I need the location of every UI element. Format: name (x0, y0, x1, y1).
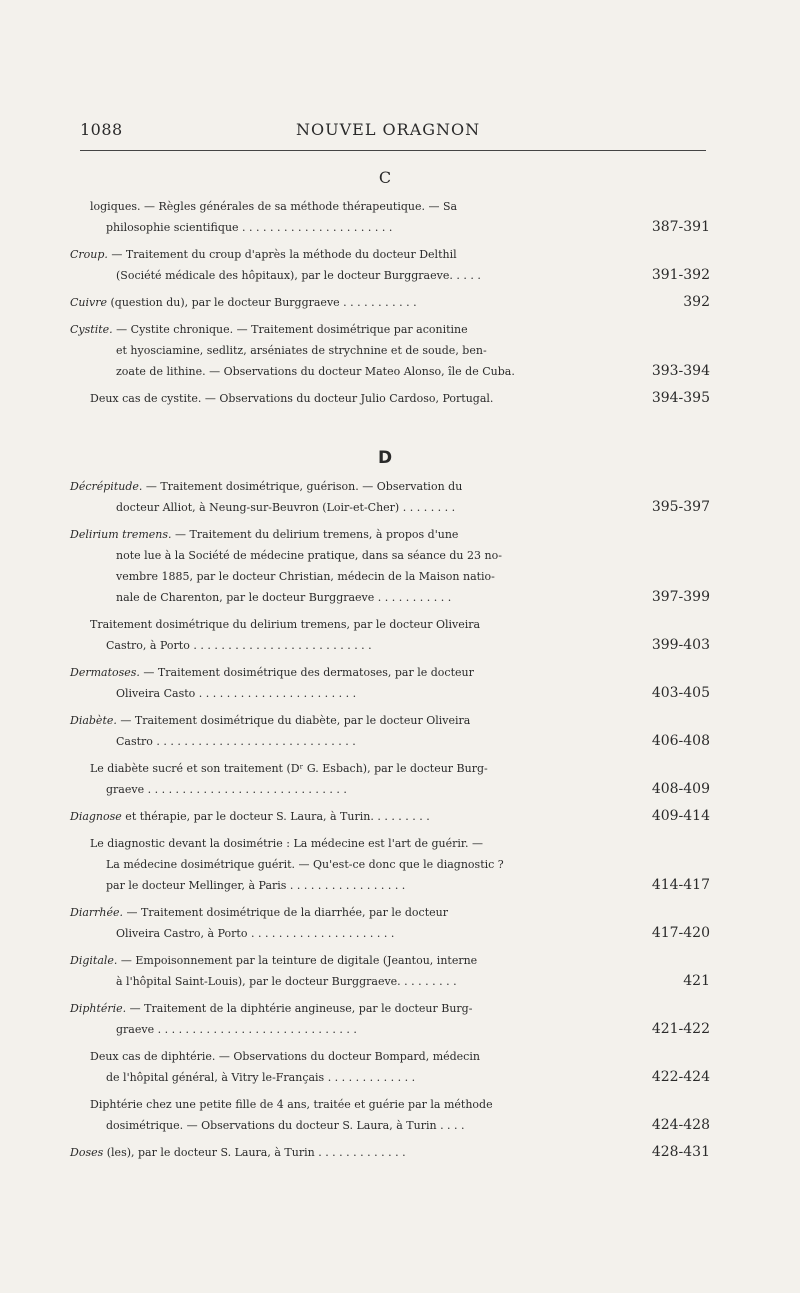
entry-text: — Empoisonnement par la teinture de digitale (Jeantou, interne (117, 954, 478, 967)
entry-text: Castro, à Porto . . . . . . . . . . . . . . . . . . . . . . . . . . (106, 639, 372, 652)
entry-text: — Traitement dosimétrique de la diarrhée, par le docteur (123, 906, 448, 919)
entry-text: (question du), par le docteur Burggraeve . . . . . . . . . . . (107, 296, 417, 309)
entry-line (60, 833, 710, 854)
entry-line (60, 1067, 710, 1088)
entry-text: Traitement dosimétrique du delirium tremens, par le docteur Oliveira (90, 618, 481, 631)
section-d (60, 448, 710, 1169)
entry-line (70, 292, 710, 313)
entry-line (70, 524, 710, 545)
entry-term: Diagnose (70, 810, 122, 823)
index-entry (60, 196, 710, 238)
entry-text: — Traitement du delirium tremens, à propos d'une (171, 528, 459, 541)
index-entry (60, 806, 710, 827)
entry-text: La médecine dosimétrique guérit. — Qu'est-ce donc que le diagnostic ? (106, 858, 504, 871)
entry-text: à l'hôpital Saint-Louis), par le docteur Burggraeve. . . . . . . . . (116, 975, 457, 988)
entry-line (70, 971, 710, 992)
page-header (80, 120, 710, 148)
entry-term: Diarrhée. (70, 906, 124, 919)
entry-pages: 397-399 (651, 589, 710, 605)
index-entry (60, 524, 710, 608)
entry-pages: 422-424 (651, 1069, 710, 1085)
entry-text: et hyosciamine, sedlitz, arséniates de strychnine et de soude, ben- (116, 344, 487, 357)
entry-term: Delirium tremens. (70, 528, 172, 541)
entry-pages: 414-417 (651, 877, 710, 893)
entry-text: nale de Charenton, par le docteur Burggraeve . . . . . . . . . . . (116, 591, 452, 604)
entry-line (60, 854, 710, 875)
entry-line (70, 683, 710, 704)
entry-text: zoate de lithine. — Observations du docteur Mateo Alonso, île de Cuba. (116, 365, 515, 378)
entry-line (70, 998, 710, 1019)
entry-pages: 428-431 (651, 1144, 710, 1160)
entry-term: Digitale. (70, 954, 118, 967)
entry-text: (Société médicale des hôpitaux), par le docteur Burggraeve. . . . . (116, 269, 481, 282)
entry-pages: 421 (683, 973, 710, 989)
entry-text: — Traitement de la diphtérie angineuse, par le docteur Burg- (126, 1002, 473, 1015)
entry-text: Le diagnostic devant la dosimétrie : La médecine est l'art de guérir. — (90, 837, 483, 850)
section-c-entries (60, 196, 710, 409)
entry-pages: 387-391 (651, 219, 710, 235)
entry-term: Dermatoses. (70, 666, 140, 679)
entry-term: Décrépitude. (70, 480, 143, 493)
entry-text: Castro . . . . . . . . . . . . . . . . . . . . . . . . . . . . . (116, 735, 356, 748)
index-entry (60, 833, 710, 896)
entry-text: (les), par le docteur S. Laura, à Turin . . . . . . . . . . . . . (103, 1146, 406, 1159)
index-entry (60, 292, 710, 313)
entry-text: Le diabète sucré et son traitement (Dʳ G. Esbach), par le docteur Burg- (90, 762, 488, 775)
entry-line (70, 710, 710, 731)
entry-line (60, 196, 710, 217)
index-entry (60, 476, 710, 518)
entry-line (60, 388, 710, 409)
entry-line (70, 244, 710, 265)
running-title: NOUVEL ORAGNON (296, 120, 481, 139)
entry-line (70, 545, 710, 566)
index-entry (60, 662, 710, 704)
index-entry (60, 950, 710, 992)
section-letter-d: D (377, 448, 393, 468)
entry-text: vembre 1885, par le docteur Christian, médecin de la Maison natio- (116, 570, 495, 583)
entry-text: philosophie scientifique . . . . . . . . . . . . . . . . . . . . . . (106, 221, 393, 234)
entry-text: logiques. — Règles générales de sa méthode thérapeutique. — Sa (90, 200, 458, 213)
entry-text: Deux cas de cystite. — Observations du docteur Julio Cardoso, Portugal. (90, 392, 494, 405)
entry-pages: 392 (683, 294, 710, 310)
entry-line (70, 476, 710, 497)
entry-line (70, 806, 710, 827)
entry-text: dosimétrique. — Observations du docteur S. Laura, à Turin . . . . (106, 1119, 465, 1132)
entry-line (60, 875, 710, 896)
entry-line (70, 731, 710, 752)
entry-pages: 408-409 (651, 781, 710, 797)
entry-pages: 424-428 (651, 1117, 710, 1133)
entry-line (70, 902, 710, 923)
index-entry (60, 710, 710, 752)
page-number: 1088 (80, 120, 123, 139)
index-entry (60, 998, 710, 1040)
entry-line (70, 662, 710, 683)
entry-text: de l'hôpital général, à Vitry le-Français . . . . . . . . . . . . . (106, 1071, 416, 1084)
index-entry (60, 614, 710, 656)
entry-text: — Traitement dosimétrique des dermatoses, par le docteur (139, 666, 474, 679)
entry-line (70, 587, 710, 608)
entry-line (70, 950, 710, 971)
entry-line (70, 1142, 710, 1163)
entry-line (70, 1019, 710, 1040)
entry-pages: 421-422 (651, 1021, 710, 1037)
section-c (60, 168, 710, 415)
entry-text: — Cystite chronique. — Traitement dosimétrique par aconitine (112, 323, 468, 336)
entry-text: Oliveira Casto . . . . . . . . . . . . . . . . . . . . . . . (116, 687, 357, 700)
entry-line (70, 361, 710, 382)
index-entry (60, 758, 710, 800)
entry-term: Diphtérie. (70, 1002, 127, 1015)
entry-line (60, 635, 710, 656)
entry-text: — Traitement dosimétrique, guérison. — Observation du (142, 480, 463, 493)
entry-text: par le docteur Mellinger, à Paris . . . . . . . . . . . . . . . . . (106, 879, 406, 892)
entry-pages: 394-395 (651, 390, 710, 406)
entry-pages: 406-408 (651, 733, 710, 749)
entry-line (60, 779, 710, 800)
entry-pages: 409-414 (651, 808, 710, 824)
entry-text: note lue à la Société de médecine pratique, dans sa séance du 23 no- (116, 549, 502, 562)
header-rule (80, 150, 706, 151)
entry-term: Cuivre (70, 296, 108, 309)
entry-pages: 395-397 (651, 499, 710, 515)
entry-line (70, 497, 710, 518)
index-entry (60, 244, 710, 286)
entry-line (60, 1094, 710, 1115)
entry-text: Deux cas de diphtérie. — Observations du docteur Bompard, médecin (90, 1050, 480, 1063)
entry-line (70, 923, 710, 944)
entry-text: Oliveira Castro, à Porto . . . . . . . . . . . . . . . . . . . . . (116, 927, 395, 940)
index-entry (60, 1094, 710, 1136)
entry-line (70, 319, 710, 340)
entry-pages: 391-392 (651, 267, 710, 283)
section-letter-c: C (378, 168, 392, 187)
entry-line (60, 1046, 710, 1067)
entry-text: docteur Alliot, à Neung-sur-Beuvron (Loir-et-Cher) . . . . . . . . (116, 501, 456, 514)
entry-text: — Traitement du croup d'après la méthode du docteur Delthil (107, 248, 457, 261)
entry-text: — Traitement dosimétrique du diabète, par le docteur Oliveira (116, 714, 471, 727)
entry-text: Diphtérie chez une petite fille de 4 ans, traitée et guérie par la méthode (90, 1098, 493, 1111)
entry-text: et thérapie, par le docteur S. Laura, à Turin. . . . . . . . . (121, 810, 430, 823)
section-d-entries (60, 476, 710, 1163)
entry-pages: 399-403 (651, 637, 710, 653)
entry-term: Cystite. (70, 323, 113, 336)
entry-pages: 393-394 (651, 363, 710, 379)
entry-line (60, 614, 710, 635)
entry-line (60, 217, 710, 238)
entry-text: graeve . . . . . . . . . . . . . . . . . . . . . . . . . . . . . (106, 783, 347, 796)
entry-line (70, 340, 710, 361)
entry-pages: 417-420 (651, 925, 710, 941)
entry-line (60, 758, 710, 779)
index-entry (60, 902, 710, 944)
entry-term: Diabète. (70, 714, 117, 727)
index-entry (60, 1046, 710, 1088)
entry-text: graeve . . . . . . . . . . . . . . . . . . . . . . . . . . . . . (116, 1023, 357, 1036)
entry-pages: 403-405 (651, 685, 710, 701)
entry-line (70, 566, 710, 587)
index-entry (60, 1142, 710, 1163)
entry-term: Doses (70, 1146, 104, 1159)
entry-line (60, 1115, 710, 1136)
index-entry (60, 388, 710, 409)
entry-term: Croup. (70, 248, 108, 261)
index-entry (60, 319, 710, 382)
entry-line (70, 265, 710, 286)
